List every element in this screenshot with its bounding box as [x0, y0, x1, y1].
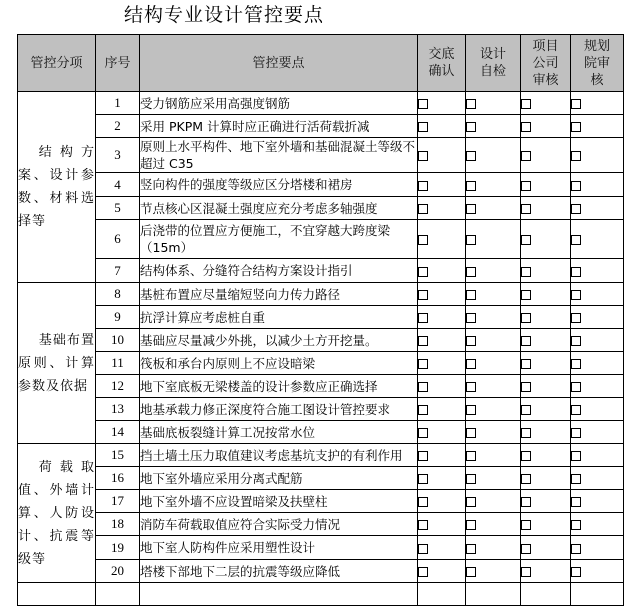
- self-check-checkbox[interactable]: [466, 204, 476, 214]
- table-row: [18, 329, 624, 352]
- handover-confirm-cell: [418, 490, 466, 513]
- handover-confirm-checkbox[interactable]: [418, 474, 428, 484]
- self-check-checkbox[interactable]: [466, 382, 476, 392]
- institute-review-checkbox[interactable]: [571, 520, 581, 530]
- self-check-cell: [466, 513, 521, 536]
- company-review-cell: [521, 220, 571, 259]
- institute-review-checkbox[interactable]: [571, 428, 581, 438]
- self-check-cell: [466, 283, 521, 306]
- row-number: 16: [96, 467, 140, 490]
- col-header-category: 管控分项: [18, 35, 96, 92]
- self-check-checkbox[interactable]: [466, 290, 476, 300]
- table-row: [18, 421, 624, 444]
- control-point-text: 筏板和承台内原则上不应设暗梁: [140, 352, 418, 375]
- institute-review-checkbox[interactable]: [571, 204, 581, 214]
- row-number: 14: [96, 421, 140, 444]
- handover-confirm-cell: [418, 375, 466, 398]
- control-point-text: 塔楼下部地下二层的抗震等级应降低: [140, 560, 418, 583]
- company-review-checkbox[interactable]: [521, 336, 531, 346]
- table-row: [18, 173, 624, 197]
- row-number: 17: [96, 490, 140, 513]
- col-header-index: 序号: [96, 35, 140, 92]
- company-review-cell: [521, 490, 571, 513]
- self-check-checkbox[interactable]: [466, 474, 476, 484]
- table-row: [18, 490, 624, 513]
- institute-review-checkbox[interactable]: [571, 544, 581, 554]
- category-cell: 荷载取值、外墙计算、人防设计、抗震等级等: [18, 444, 96, 583]
- company-review-cell: [521, 173, 571, 197]
- control-point-text: 基础底板裂缝计算工况按常水位: [140, 421, 418, 444]
- control-points-table: [17, 34, 624, 606]
- handover-confirm-checkbox[interactable]: [418, 204, 428, 214]
- institute-review-cell: [571, 329, 624, 352]
- table-row: [18, 352, 624, 375]
- self-check-checkbox[interactable]: [466, 567, 476, 577]
- institute-review-checkbox[interactable]: [571, 359, 581, 369]
- self-check-cell: [466, 375, 521, 398]
- self-check-cell: [466, 306, 521, 329]
- control-point-text: 挡土墙土压力取值建议考虑基坑支护的有利作用: [140, 444, 418, 467]
- handover-confirm-cell: [418, 560, 466, 583]
- control-point-text: 原则上水平构件、地下室外墙和基础混凝土等级不超过 C35: [140, 138, 418, 173]
- self-check-checkbox[interactable]: [466, 359, 476, 369]
- self-check-checkbox[interactable]: [466, 267, 476, 277]
- company-review-checkbox[interactable]: [521, 497, 531, 507]
- company-review-checkbox[interactable]: [521, 181, 531, 191]
- company-review-cell: [521, 259, 571, 283]
- company-review-cell: [521, 197, 571, 220]
- self-check-cell: [466, 421, 521, 444]
- col-header-company-review: 项目公司审核: [521, 35, 571, 92]
- table-row: [18, 259, 624, 283]
- handover-confirm-checkbox[interactable]: [418, 405, 428, 415]
- self-check-checkbox[interactable]: [466, 405, 476, 415]
- company-review-cell: [521, 398, 571, 421]
- institute-review-checkbox[interactable]: [571, 122, 581, 132]
- row-number: 8: [96, 283, 140, 306]
- table-row: [18, 444, 624, 467]
- table-row: [18, 536, 624, 560]
- company-review-cell: [521, 283, 571, 306]
- handover-confirm-checkbox[interactable]: [418, 235, 428, 245]
- table-row: [18, 560, 624, 583]
- self-check-cell: [466, 444, 521, 467]
- institute-review-cell: [571, 536, 624, 560]
- company-review-checkbox[interactable]: [521, 474, 531, 484]
- handover-confirm-cell: [418, 197, 466, 220]
- company-review-cell: [521, 329, 571, 352]
- company-review-cell: [521, 115, 571, 138]
- self-check-checkbox[interactable]: [466, 99, 476, 109]
- self-check-cell: [466, 490, 521, 513]
- row-number: 20: [96, 560, 140, 583]
- row-number: 5: [96, 197, 140, 220]
- institute-review-checkbox[interactable]: [571, 99, 581, 109]
- self-check-checkbox[interactable]: [466, 151, 476, 161]
- company-review-checkbox[interactable]: [521, 290, 531, 300]
- company-review-checkbox[interactable]: [521, 428, 531, 438]
- self-check-cell: [466, 259, 521, 283]
- header-row: [18, 35, 624, 92]
- self-check-checkbox[interactable]: [466, 181, 476, 191]
- control-point-text: 竖向构件的强度等级应区分塔楼和裙房: [140, 173, 418, 197]
- handover-confirm-cell: [418, 306, 466, 329]
- institute-review-cell: [571, 92, 624, 115]
- row-number: 11: [96, 352, 140, 375]
- company-review-cell: [521, 421, 571, 444]
- institute-review-checkbox[interactable]: [571, 235, 581, 245]
- company-review-cell: [521, 138, 571, 173]
- handover-confirm-cell: [418, 421, 466, 444]
- handover-confirm-cell: [418, 283, 466, 306]
- row-number: 12: [96, 375, 140, 398]
- handover-confirm-cell: [418, 220, 466, 259]
- institute-review-checkbox[interactable]: [571, 405, 581, 415]
- page-title: 结构专业设计管控要点: [124, 4, 325, 26]
- institute-review-checkbox[interactable]: [571, 290, 581, 300]
- col-header-self-check: 设计自检: [466, 35, 521, 92]
- institute-review-cell: [571, 398, 624, 421]
- category-cell: 基础布置原则、计算参数及依据: [18, 283, 96, 444]
- company-review-checkbox[interactable]: [521, 451, 531, 461]
- institute-review-checkbox[interactable]: [571, 151, 581, 161]
- category-cell: 结构方案、设计参数、材料选择等: [18, 92, 96, 283]
- handover-confirm-checkbox[interactable]: [418, 99, 428, 109]
- handover-confirm-cell: [418, 444, 466, 467]
- control-point-text: 节点核心区混凝土强度应充分考虑多轴强度: [140, 197, 418, 220]
- handover-confirm-checkbox[interactable]: [418, 359, 428, 369]
- company-review-checkbox[interactable]: [521, 151, 531, 161]
- handover-confirm-checkbox[interactable]: [418, 336, 428, 346]
- control-point-text: 结构体系、分缝符合结构方案设计指引: [140, 259, 418, 283]
- company-review-cell: [521, 352, 571, 375]
- row-number: 6: [96, 220, 140, 259]
- company-review-checkbox[interactable]: [521, 204, 531, 214]
- handover-confirm-cell: [418, 259, 466, 283]
- control-point-text: 采用 PKPM 计算时应正确进行活荷载折减: [140, 115, 418, 138]
- control-point-text: 后浇带的位置应方便施工，不宜穿越大跨度梁（15m）: [140, 220, 418, 259]
- institute-review-checkbox[interactable]: [571, 267, 581, 277]
- company-review-cell: [521, 513, 571, 536]
- self-check-cell: [466, 352, 521, 375]
- institute-review-checkbox[interactable]: [571, 474, 581, 484]
- institute-review-cell: [571, 444, 624, 467]
- institute-review-cell: [571, 490, 624, 513]
- self-check-cell: [466, 329, 521, 352]
- control-point-text: 消防车荷载取值应符合实际受力情况: [140, 513, 418, 536]
- institute-review-checkbox[interactable]: [571, 497, 581, 507]
- institute-review-checkbox[interactable]: [571, 567, 581, 577]
- row-number: 1: [96, 92, 140, 115]
- company-review-checkbox[interactable]: [521, 567, 531, 577]
- control-point-text: 抗浮计算应考虑桩自重: [140, 306, 418, 329]
- row-number: 9: [96, 306, 140, 329]
- company-review-cell: [521, 560, 571, 583]
- table-row: [18, 398, 624, 421]
- handover-confirm-checkbox[interactable]: [418, 313, 428, 323]
- handover-confirm-cell: [418, 329, 466, 352]
- company-review-checkbox[interactable]: [521, 267, 531, 277]
- self-check-cell: [466, 398, 521, 421]
- institute-review-cell: [571, 115, 624, 138]
- table-row: [18, 513, 624, 536]
- company-review-cell: [521, 536, 571, 560]
- institute-review-cell: [571, 138, 624, 173]
- self-check-checkbox[interactable]: [466, 122, 476, 132]
- institute-review-cell: [571, 173, 624, 197]
- company-review-checkbox[interactable]: [521, 544, 531, 554]
- table-row: [18, 220, 624, 259]
- company-review-checkbox[interactable]: [521, 382, 531, 392]
- handover-confirm-cell: [418, 536, 466, 560]
- col-header-point: 管控要点: [140, 35, 418, 92]
- company-review-cell: [521, 467, 571, 490]
- handover-confirm-checkbox[interactable]: [418, 544, 428, 554]
- table-row: [18, 138, 624, 173]
- self-check-checkbox[interactable]: [466, 451, 476, 461]
- handover-confirm-checkbox[interactable]: [418, 267, 428, 277]
- handover-confirm-checkbox[interactable]: [418, 122, 428, 132]
- self-check-cell: [466, 115, 521, 138]
- institute-review-cell: [571, 513, 624, 536]
- self-check-cell: [466, 220, 521, 259]
- self-check-checkbox[interactable]: [466, 235, 476, 245]
- institute-review-checkbox[interactable]: [571, 181, 581, 191]
- row-number: 13: [96, 398, 140, 421]
- company-review-cell: [521, 92, 571, 115]
- table-row: [18, 197, 624, 220]
- control-point-text: 基桩布置应尽量缩短竖向力传力路径: [140, 283, 418, 306]
- handover-confirm-cell: [418, 138, 466, 173]
- handover-confirm-checkbox[interactable]: [418, 382, 428, 392]
- row-number: 15: [96, 444, 140, 467]
- company-review-checkbox[interactable]: [521, 520, 531, 530]
- handover-confirm-cell: [418, 173, 466, 197]
- self-check-cell: [466, 560, 521, 583]
- company-review-checkbox[interactable]: [521, 235, 531, 245]
- self-check-cell: [466, 536, 521, 560]
- row-number: 3: [96, 138, 140, 173]
- table-row: [18, 375, 624, 398]
- handover-confirm-checkbox[interactable]: [418, 451, 428, 461]
- handover-confirm-checkbox[interactable]: [418, 567, 428, 577]
- institute-review-cell: [571, 259, 624, 283]
- control-point-text: 受力钢筋应采用高强度钢筋: [140, 92, 418, 115]
- company-review-cell: [521, 306, 571, 329]
- self-check-cell: [466, 92, 521, 115]
- handover-confirm-cell: [418, 398, 466, 421]
- handover-confirm-cell: [418, 467, 466, 490]
- institute-review-cell: [571, 220, 624, 259]
- company-review-checkbox[interactable]: [521, 313, 531, 323]
- company-review-cell: [521, 444, 571, 467]
- col-header-institute-review: 规划院审核: [571, 35, 624, 92]
- control-point-text: 地下室外墙应采用分离式配筋: [140, 467, 418, 490]
- self-check-checkbox[interactable]: [466, 544, 476, 554]
- handover-confirm-checkbox[interactable]: [418, 497, 428, 507]
- company-review-checkbox[interactable]: [521, 405, 531, 415]
- control-point-text: 地下室人防构件应采用塑性设计: [140, 536, 418, 560]
- institute-review-checkbox[interactable]: [571, 336, 581, 346]
- table-row: [18, 306, 624, 329]
- col-header-handover: 交底确认: [418, 35, 466, 92]
- row-number: 18: [96, 513, 140, 536]
- self-check-checkbox[interactable]: [466, 428, 476, 438]
- company-review-checkbox[interactable]: [521, 359, 531, 369]
- handover-confirm-checkbox[interactable]: [418, 290, 428, 300]
- handover-confirm-checkbox[interactable]: [418, 520, 428, 530]
- control-point-text: 地下室外墙不应设置暗梁及扶壁柱: [140, 490, 418, 513]
- row-number: 7: [96, 259, 140, 283]
- handover-confirm-cell: [418, 92, 466, 115]
- table-row: [18, 92, 624, 115]
- company-review-checkbox[interactable]: [521, 122, 531, 132]
- control-point-text: 地基承载力修正深度符合施工图设计管控要求: [140, 398, 418, 421]
- self-check-checkbox[interactable]: [466, 313, 476, 323]
- table-row: [18, 467, 624, 490]
- control-point-text: 地下室底板无梁楼盖的设计参数应正确选择: [140, 375, 418, 398]
- self-check-checkbox[interactable]: [466, 336, 476, 346]
- institute-review-cell: [571, 283, 624, 306]
- handover-confirm-checkbox[interactable]: [418, 181, 428, 191]
- handover-confirm-cell: [418, 352, 466, 375]
- handover-confirm-checkbox[interactable]: [418, 151, 428, 161]
- handover-confirm-cell: [418, 115, 466, 138]
- institute-review-cell: [571, 375, 624, 398]
- company-review-cell: [521, 375, 571, 398]
- institute-review-checkbox[interactable]: [571, 382, 581, 392]
- institute-review-checkbox[interactable]: [571, 313, 581, 323]
- table-row: [18, 115, 624, 138]
- institute-review-cell: [571, 306, 624, 329]
- self-check-cell: [466, 173, 521, 197]
- control-point-text: 基础应尽量减少外挑，以减少土方开挖量。: [140, 329, 418, 352]
- institute-review-checkbox[interactable]: [571, 451, 581, 461]
- row-number: 4: [96, 173, 140, 197]
- row-number: 19: [96, 536, 140, 560]
- self-check-cell: [466, 467, 521, 490]
- row-number: 2: [96, 115, 140, 138]
- institute-review-cell: [571, 352, 624, 375]
- handover-confirm-cell: [418, 513, 466, 536]
- handover-confirm-checkbox[interactable]: [418, 428, 428, 438]
- company-review-checkbox[interactable]: [521, 99, 531, 109]
- self-check-checkbox[interactable]: [466, 497, 476, 507]
- table-row: [18, 283, 624, 306]
- self-check-cell: [466, 138, 521, 173]
- self-check-checkbox[interactable]: [466, 520, 476, 530]
- institute-review-cell: [571, 197, 624, 220]
- institute-review-cell: [571, 560, 624, 583]
- self-check-cell: [466, 197, 521, 220]
- institute-review-cell: [571, 421, 624, 444]
- institute-review-cell: [571, 467, 624, 490]
- row-number: 10: [96, 329, 140, 352]
